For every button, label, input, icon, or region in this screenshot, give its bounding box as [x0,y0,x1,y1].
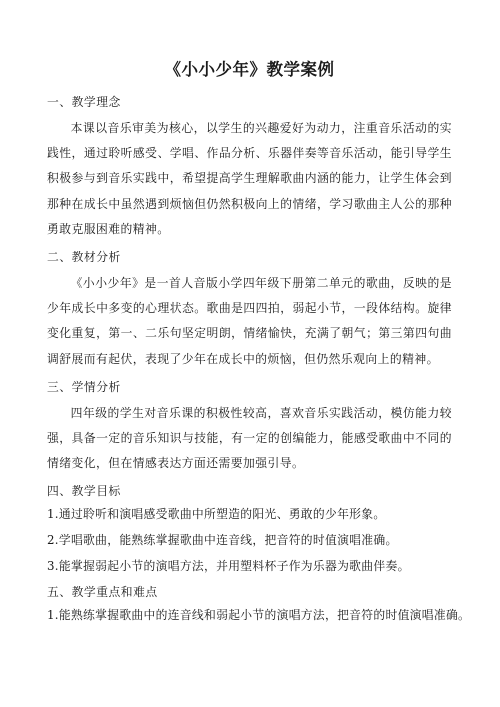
key-point-item: 1.能熟练掌握歌曲中的连音线和弱起小节的演唱方法，把音符的时值演唱准确。 [47,608,471,623]
objective-item: 1.通过聆听和演唱感受歌曲中所塑造的阳光、勇敢的少年形象。 [47,507,386,522]
section-heading: 四、教学目标 [47,484,121,499]
document-title: 《小小少年》教学案例 [164,60,335,79]
section-teaching-philosophy [47,93,452,242]
objective-item: 3.能掌握弱起小节的演唱方法，并用塑料杯子作为乐器为歌曲伴奏。 [47,559,410,574]
section-material-analysis [47,248,452,372]
section-heading: 一、教学理念 [47,95,121,109]
section-paragraph: 本课以音乐审美为核心，以学生的兴趣爱好为动力，注重音乐活动的实践性，通过聆听感受、学唱、作品分析、乐器伴奏等音乐活动，能引导学生积极参与到音乐实践中，希望提高学生理解歌曲内涵的能力，让学生体会到那种在成长中虽然遇到烦恼但仍然积极向上的情绪，学习歌曲主人公的那种勇敢克服困难的精神。 [47,121,452,236]
section-paragraph: 四年级的学生对音乐课的积极性较高，喜欢音乐实践活动，模仿能力较强，具备一定的音乐知识与技能，有一定的创编能力，能感受歌曲中不同的情绪变化，但在情感表达方面还需要加强引导。 [47,405,452,471]
section-heading: 五、教学重点和难点 [47,585,158,600]
section-teaching-objectives [47,482,452,575]
section-heading: 三、学情分析 [47,379,121,394]
objective-item: 2.学唱歌曲，能熟练掌握歌曲中连音线，把音符的时值演唱准确。 [47,533,398,548]
document-page [47,58,471,632]
section-key-points [47,583,471,624]
section-paragraph: 《小小少年》是一首人音版小学四年级下册第二单元的歌曲，反映的是少年成长中多变的心理状态。歌曲是四四拍，弱起小节，一段体结构。旋律变化重复，第一、二乐句坚定明朗，情绪愉快，充满了朝气；第三第四句曲调舒展而有起伏，表现了少年在成长中的烦恼，但仍然乐观向上的精神。 [47,276,452,366]
section-heading: 二、教材分析 [47,250,121,265]
section-student-analysis [47,378,452,477]
